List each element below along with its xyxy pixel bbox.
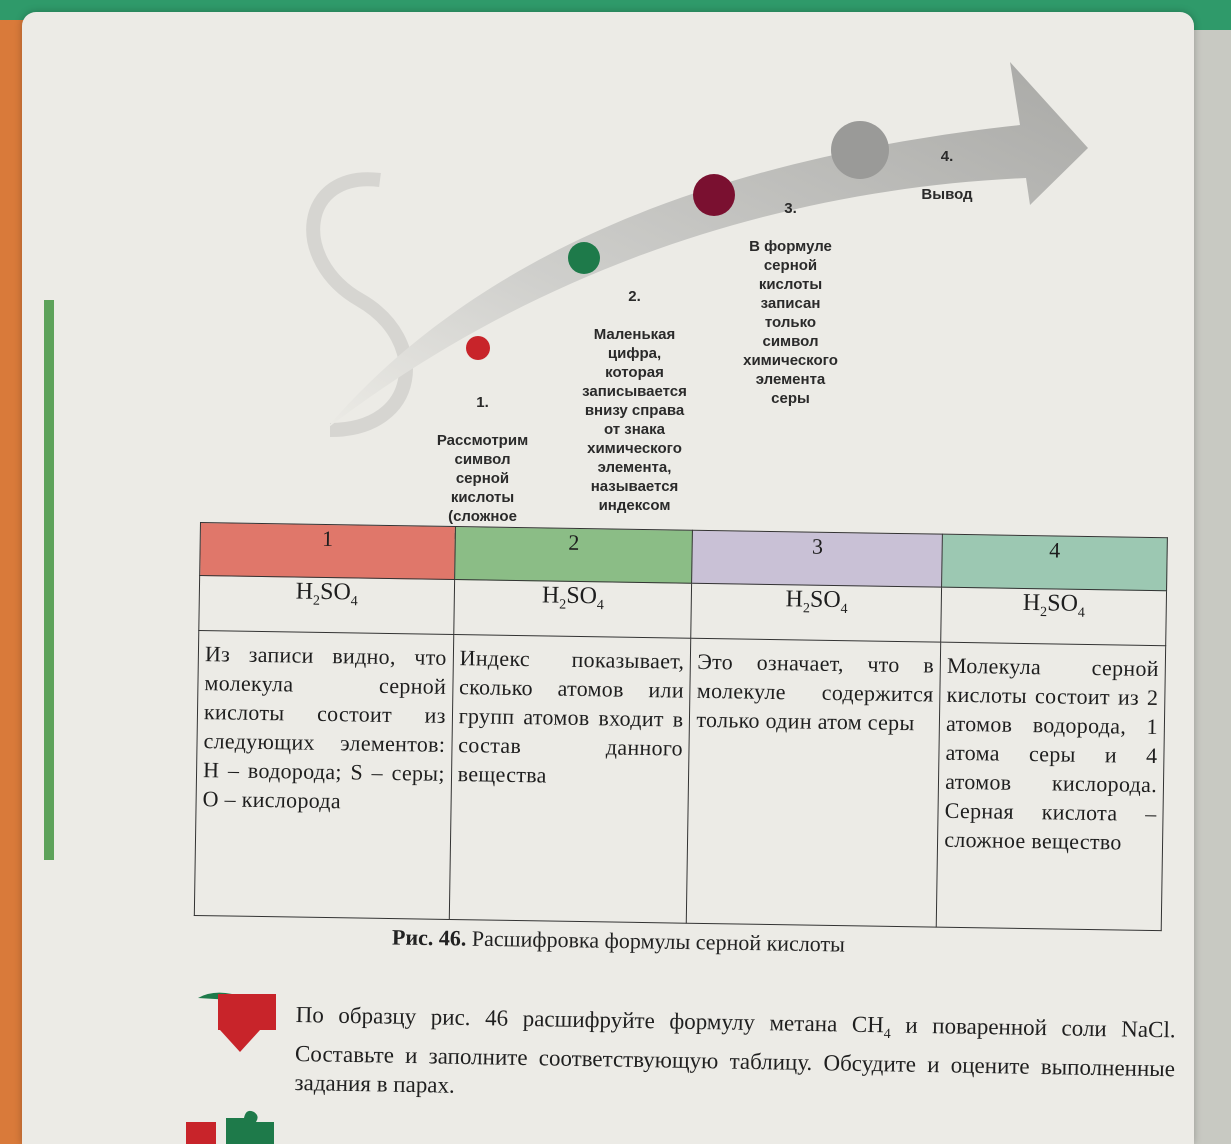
- column-header-2: 2: [454, 527, 693, 584]
- step-3-label: [718, 180, 863, 408]
- explanation-cell-2: Индекс показывает, сколько атомов или групп атомов входит в состав данного вещества: [449, 634, 691, 923]
- step-4-number: 4.: [940, 148, 954, 165]
- step-1-dot: [466, 336, 490, 360]
- step-4-dot: [831, 121, 889, 179]
- formula-cell: $H_2SO_4$: [691, 583, 942, 642]
- step-3-number: 3.: [784, 200, 797, 217]
- step-4-text: Вывод: [921, 186, 973, 203]
- puzzle-icon: [186, 1108, 286, 1144]
- step-1-text: Рассмотрим символ серной кислоты (сложное: [436, 432, 529, 525]
- step-2-text: Маленькая цифра, которая записывается внизу справа от знака химического элемента, называется индексом: [582, 326, 687, 514]
- column-header-1: 1: [200, 523, 456, 580]
- column-header-4: 4: [942, 534, 1168, 591]
- step-4-label: [892, 128, 1002, 204]
- step-1-number: 1.: [476, 394, 489, 411]
- step-2-number: 2.: [628, 288, 641, 305]
- explanation-cell-3: Это означает, что в молекуле содержится только один атом серы: [687, 638, 941, 927]
- figure-title: Расшифровка формулы серной кислоты: [471, 925, 846, 957]
- column-header-3: 3: [692, 530, 943, 587]
- faded-background-illustration: [313, 179, 406, 430]
- explanation-cell-4: Молекула серной кислоты состоит из 2 атомов водорода, 1 атома серы и 4 атомов кислорода. Серная кислота – сложное вещество: [936, 642, 1165, 930]
- formula-cell: $H_2SO_4$: [453, 580, 692, 639]
- step-1-label: [410, 374, 555, 545]
- step-2-label: [562, 268, 707, 515]
- explanation-cell-1: Из записи видно, что молекула серной кислоты состоит из следующих элементов: H – водорода; S – серы; O – кислорода: [194, 630, 453, 919]
- decoding-table: [194, 522, 1168, 931]
- step-3-text: В формуле серной кислоты записан только символ химического элемента серы: [743, 238, 838, 407]
- formula-cell: $H_2SO_4$: [199, 576, 455, 635]
- formula-cell: $H_2SO_4$: [941, 587, 1167, 646]
- down-arrow-icon: [192, 990, 282, 1060]
- figure-label: Рис. 46.: [391, 924, 467, 951]
- task-paragraph: По образцу рис. 46 расшифруйте формулу метана $CH_4$ и поваренной соли NaCl. Составьте и заполните соответствующую таблицу. Обсудите и оцените выполненные задания в парах.: [294, 1001, 1176, 1098]
